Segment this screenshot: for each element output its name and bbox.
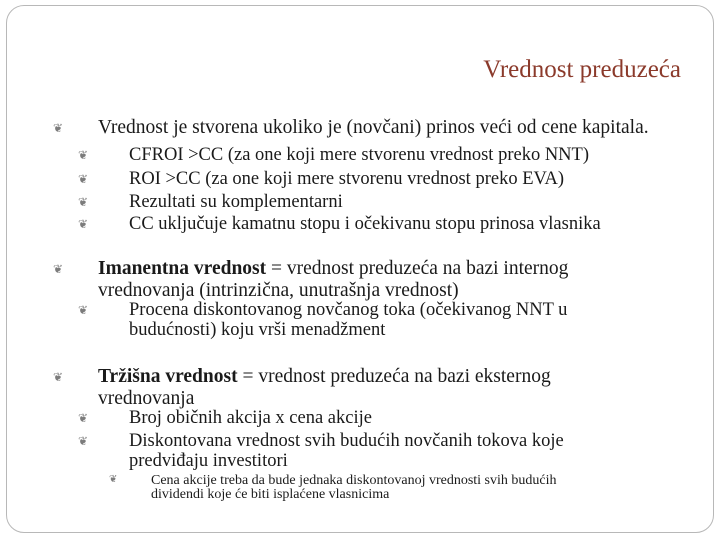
bullet-text: Rezultati su komplementarni [129, 192, 343, 212]
bullet-text: Procena diskontovanog novčanog toka (očekivanog NNT u budućnosti) koju vrši menadžment [129, 300, 568, 340]
bullet-text: Imanentna vrednost = vrednost preduzeća na bazi internog vrednovanja (intrinzična, unutrašnja vrednost) [98, 258, 569, 301]
wreath-bullet-icon: ❦ [78, 172, 89, 186]
bullet-text: Tržišna vrednost = vrednost preduzeća na bazi eksternog vrednovanja [98, 366, 551, 409]
wreath-bullet-icon: ❦ [78, 217, 89, 231]
bullet-text: ROI >CC (za one koji mere stvorenu vrednost preko EVA) [129, 169, 564, 189]
slide-title: Vrednost preduzeća [483, 56, 681, 83]
wreath-bullet-icon: ❦ [78, 303, 89, 317]
wreath-bullet-icon: ❦ [78, 148, 89, 162]
wreath-bullet-icon: ❦ [53, 262, 64, 276]
bullet-text: Broj običnih akcija x cena akcije [129, 408, 372, 428]
wreath-bullet-icon: ❦ [78, 411, 89, 425]
bold-term: Tržišna vrednost [98, 366, 238, 387]
bullet-text: Cena akcije treba da bude jednaka diskontovanoj vrednosti svih budućih dividendi koje će biti isplaćene vlasnicima [151, 473, 557, 502]
bullet-text: Diskontovana vrednost svih budućih novčanih tokova koje predviđaju investitori [129, 431, 564, 471]
wreath-bullet-icon: ❦ [109, 474, 118, 485]
bullet-text: Vrednost je stvorena ukoliko je (novčani) prinos veći od cene kapitala. [98, 117, 649, 138]
slide [6, 5, 714, 533]
wreath-bullet-icon: ❦ [78, 195, 89, 209]
wreath-bullet-icon: ❦ [78, 434, 89, 448]
wreath-bullet-icon: ❦ [53, 370, 64, 384]
bold-term: Imanentna vrednost [98, 258, 267, 279]
bullet-text: CFROI >CC (za one koji mere stvorenu vrednost preko NNT) [129, 145, 589, 165]
bullet-text: CC uključuje kamatnu stopu i očekivanu stopu prinosa vlasnika [129, 214, 601, 234]
wreath-bullet-icon: ❦ [53, 121, 64, 135]
